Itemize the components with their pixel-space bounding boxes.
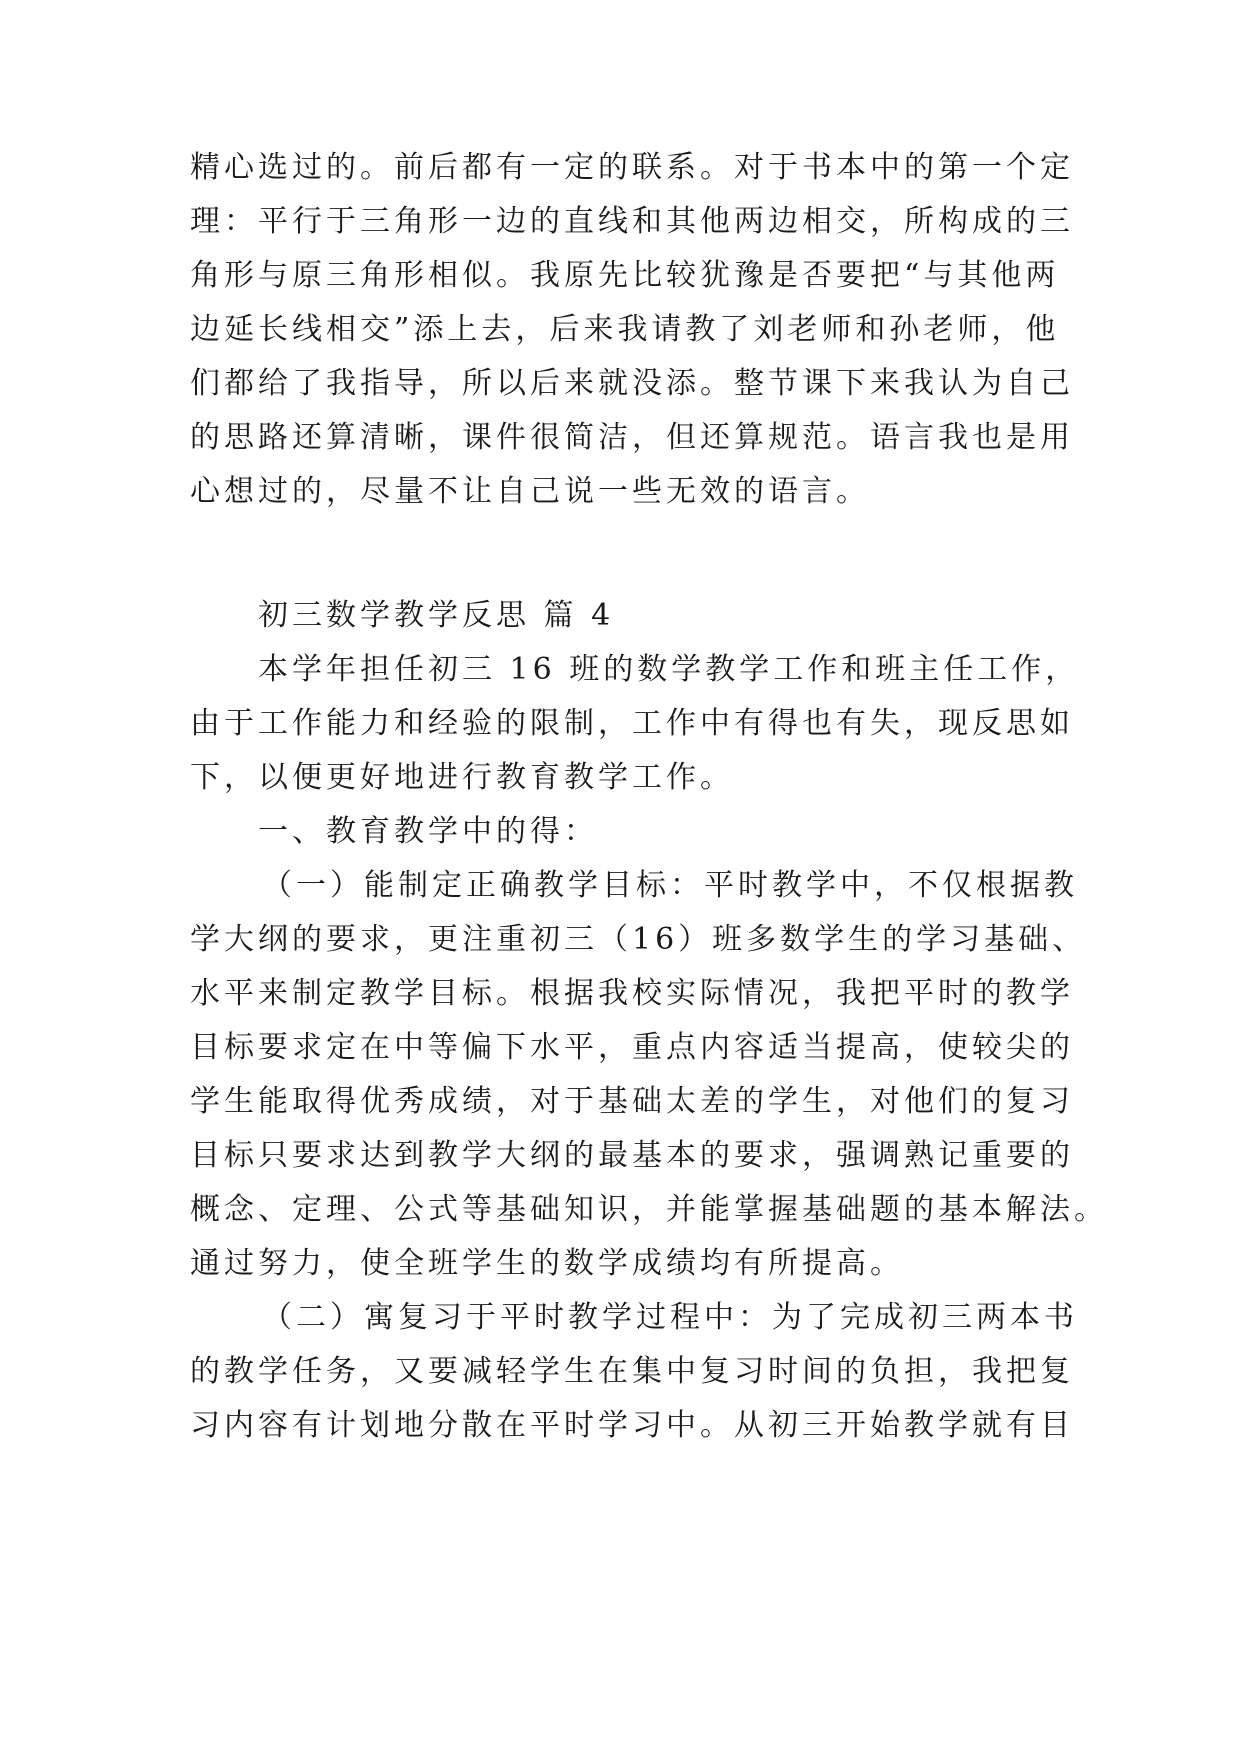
section-title: 初三数学教学反思 篇 4 bbox=[258, 598, 615, 633]
paragraph-line: 的教学任务，又要减轻学生在集中复习时间的负担，我把复 bbox=[190, 1354, 1074, 1389]
paragraph-line: 目标只要求达到教学大纲的最基本的要求，强调熟记重要的 bbox=[190, 1138, 1074, 1173]
paragraph-line: （二）寓复习于平时教学过程中：为了完成初三两本书 bbox=[262, 1300, 1078, 1335]
paragraph-line: 心想过的，尽量不让自己说一些无效的语言。 bbox=[190, 474, 870, 509]
paragraph-line: 学生能取得优秀成绩，对于基础太差的学生，对他们的复习 bbox=[190, 1084, 1074, 1119]
paragraph-line: 学大纲的要求，更注重初三（16）班多数学生的学习基础、 bbox=[190, 922, 1087, 957]
paragraph-line: 们都给了我指导，所以后来就没添。整节课下来我认为自己 bbox=[190, 366, 1074, 401]
paragraph-line: 本学年担任初三 16 班的数学教学工作和班主任工作， bbox=[258, 652, 1080, 687]
paragraph-line: 目标要求定在中等偏下水平，重点内容适当提高，使较尖的 bbox=[190, 1030, 1074, 1065]
paragraph-line: 边延长线相交”添上去，后来我请教了刘老师和孙老师，他 bbox=[190, 312, 1060, 347]
paragraph-line: 概念、定理、公式等基础知识，并能掌握基础题的基本解法。 bbox=[190, 1192, 1108, 1227]
paragraph-line: 理：平行于三角形一边的直线和其他两边相交，所构成的三 bbox=[190, 204, 1074, 239]
paragraph-line: 下，以便更好地进行教育教学工作。 bbox=[190, 760, 734, 795]
paragraph-line: 水平来制定教学目标。根据我校实际情况，我把平时的教学 bbox=[190, 976, 1074, 1011]
paragraph-line: 由于工作能力和经验的限制，工作中有得也有失，现反思如 bbox=[190, 706, 1074, 741]
paragraph-line: 通过努力，使全班学生的数学成绩均有所提高。 bbox=[190, 1246, 904, 1281]
paragraph-line: 的思路还算清晰，课件很简洁，但还算规范。语言我也是用 bbox=[190, 420, 1074, 455]
paragraph-line: 习内容有计划地分散在平时学习中。从初三开始教学就有目 bbox=[190, 1408, 1074, 1443]
paragraph-line: （一）能制定正确教学目标：平时教学中，不仅根据教 bbox=[262, 868, 1078, 903]
paragraph-line: 角形与原三角形相似。我原先比较犹豫是否要把“与其他两 bbox=[190, 258, 1060, 293]
paragraph-line: 精心选过的。前后都有一定的联系。对于书本中的第一个定 bbox=[190, 150, 1074, 185]
subsection-heading: 一、教育教学中的得： bbox=[258, 814, 598, 849]
